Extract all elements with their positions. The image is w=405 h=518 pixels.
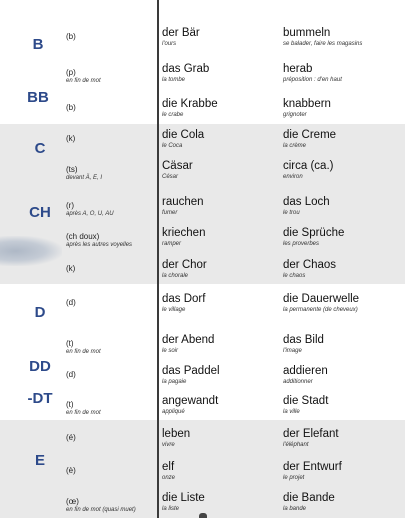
german-word: der Abend — [162, 334, 215, 346]
german-word: angewandt — [162, 395, 219, 407]
section-letter: E — [34, 452, 45, 469]
french-translation: la pagaie — [162, 379, 187, 385]
french-translation: la crème — [283, 143, 307, 149]
french-translation: onze — [162, 475, 176, 481]
german-word: das Paddel — [162, 365, 220, 377]
german-word: das Dorf — [162, 293, 206, 305]
french-translation: le chaos — [283, 273, 306, 279]
french-translation: ramper — [162, 241, 182, 247]
blurred-mark — [0, 236, 62, 266]
french-translation: le trou — [283, 210, 300, 216]
german-word: der Chaos — [283, 259, 337, 271]
french-translation: le projet — [283, 475, 305, 481]
pronunciation-note: en fin de mot — [66, 78, 101, 84]
french-translation: la chorale — [162, 273, 189, 279]
pronunciation-label: (k) — [66, 264, 76, 273]
french-translation: la liste — [162, 506, 180, 512]
german-word: bummeln — [283, 27, 331, 39]
pronunciation-note: devant Ä, E, I — [66, 175, 103, 181]
german-word: addieren — [283, 365, 328, 377]
german-word: herab — [283, 63, 313, 75]
section-letter: DD — [29, 358, 51, 375]
french-translation: additionner — [283, 379, 313, 385]
pronunciation-label: (ch doux) — [66, 232, 100, 241]
section-letter: -DT — [27, 390, 53, 407]
french-translation: le village — [162, 307, 186, 313]
french-translation: la permanente (de cheveux) — [283, 307, 358, 313]
pronunciation-note: en fin de mot (quasi muet) — [66, 507, 136, 513]
page-mark — [199, 513, 207, 518]
column-divider — [157, 0, 159, 518]
section-letter: B — [32, 36, 44, 53]
german-word: Cäsar — [162, 160, 193, 172]
pronunciation-label: (ts) — [66, 165, 78, 174]
section-letter: C — [34, 140, 46, 157]
german-word: rauchen — [162, 196, 204, 208]
german-word: die Bande — [283, 492, 335, 504]
pronunciation-label: (p) — [66, 68, 76, 77]
french-translation: appliqué — [162, 409, 185, 415]
french-translation: César — [162, 174, 179, 180]
german-word: der Elefant — [283, 428, 339, 440]
german-word: die Creme — [283, 129, 337, 141]
french-translation: environ — [283, 174, 303, 180]
pronunciation-label: (k) — [66, 134, 76, 143]
pronunciation-label: (œ) — [66, 497, 79, 506]
pronunciation-label: (r) — [66, 201, 74, 210]
french-translation: vivre — [162, 442, 175, 448]
french-translation: la ville — [283, 409, 300, 415]
section-letter: CH — [29, 204, 51, 221]
german-word: das Bild — [283, 334, 324, 346]
french-translation: grignoter — [283, 112, 307, 118]
french-translation: le Coca — [162, 143, 183, 149]
pronunciation-label: (é) — [66, 433, 76, 442]
german-word: der Entwurf — [283, 461, 342, 473]
pronunciation-note: en fin de mot — [66, 349, 101, 355]
french-translation: fumer — [162, 210, 178, 216]
pronunciation-note: après les autres voyelles — [66, 242, 133, 248]
french-translation: les proverbes — [283, 241, 320, 247]
pronunciation-label: (è) — [66, 466, 76, 475]
french-translation: préposition : d'en haut — [283, 77, 342, 83]
german-word: die Dauerwelle — [283, 293, 360, 305]
german-word: circa (ca.) — [283, 160, 334, 172]
french-translation: la bande — [283, 506, 307, 512]
pronunciation-note: en fin de mot — [66, 410, 101, 416]
french-translation: se balader, faire les magasins — [283, 41, 363, 47]
german-word: das Loch — [283, 196, 330, 208]
german-word: die Cola — [162, 129, 205, 141]
german-word: kriechen — [162, 227, 206, 239]
german-word: knabbern — [283, 98, 331, 110]
german-word: der Chor — [162, 259, 207, 271]
german-word: der Bär — [162, 27, 200, 39]
pronunciation-note: après A, O, U, AU — [66, 211, 114, 217]
french-translation: le crabe — [162, 112, 184, 118]
german-word: die Liste — [162, 492, 205, 504]
german-word: die Stadt — [283, 395, 329, 407]
french-translation: l'éléphant — [283, 442, 309, 448]
german-word: die Krabbe — [162, 98, 218, 110]
pronunciation-label: (d) — [66, 370, 76, 379]
french-translation: la tombe — [162, 77, 186, 83]
section-letter: BB — [27, 89, 49, 106]
section-letter: D — [34, 304, 46, 321]
pronunciation-label: (b) — [66, 103, 76, 112]
german-word: elf — [162, 461, 175, 473]
german-word: die Sprüche — [283, 227, 345, 239]
pronunciation-label: (t) — [66, 400, 74, 409]
german-word: leben — [162, 428, 191, 440]
french-translation: l'image — [283, 348, 302, 354]
pronunciation-label: (b) — [66, 32, 76, 41]
french-translation: le soir — [162, 348, 179, 354]
pronunciation-label: (d) — [66, 298, 76, 307]
pronunciation-label: (t) — [66, 339, 74, 348]
french-translation: l'ours — [162, 41, 177, 47]
german-word: das Grab — [162, 63, 210, 75]
